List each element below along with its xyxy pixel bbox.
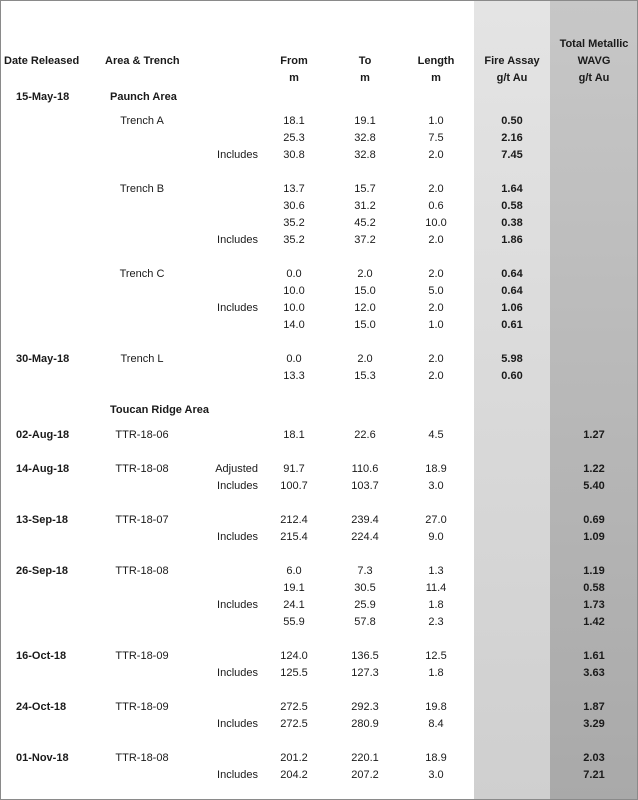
from-cell: 19.1 [283, 582, 305, 594]
date-released-cell: 15-May-18 [16, 91, 70, 103]
header-fire-assay-unit: g/t Au [496, 72, 528, 84]
interval-note-cell: Includes [217, 149, 258, 161]
trench-cell: TTR-18-09 [115, 701, 169, 713]
fire-assay-cell: 1.06 [501, 302, 523, 314]
date-released-cell: 02-Aug-18 [16, 429, 70, 441]
total-metallic-cell: 1.09 [583, 531, 605, 543]
interval-note-cell: Adjusted [215, 463, 258, 475]
from-cell: 14.0 [283, 319, 305, 331]
from-cell: 272.5 [280, 718, 308, 730]
header-fire-assay: Fire Assay [484, 55, 540, 67]
to-cell: 280.9 [351, 718, 379, 730]
from-cell: 35.2 [283, 217, 305, 229]
date-released-cell: 30-May-18 [16, 353, 70, 365]
to-cell: 7.3 [357, 565, 373, 577]
length-cell: 2.0 [428, 353, 444, 365]
total-metallic-cell: 7.21 [583, 769, 605, 781]
from-cell: 24.1 [283, 599, 305, 611]
header-to: To [358, 55, 372, 67]
total-metallic-cell: 2.03 [583, 752, 605, 764]
total-metallic-cell: 0.58 [583, 582, 605, 594]
fire-assay-cell: 0.58 [501, 200, 523, 212]
fire-assay-cell: 1.64 [501, 183, 523, 195]
header-area-trench: Area & Trench [105, 55, 180, 67]
length-cell: 10.0 [425, 217, 447, 229]
length-cell: 2.0 [428, 183, 444, 195]
interval-note-cell: Includes [217, 599, 258, 611]
from-cell: 6.0 [286, 565, 302, 577]
from-cell: 30.6 [283, 200, 305, 212]
to-cell: 127.3 [351, 667, 379, 679]
from-cell: 13.3 [283, 370, 305, 382]
from-cell: 30.8 [283, 149, 305, 161]
total-metallic-cell: 1.42 [583, 616, 605, 628]
to-cell: 110.6 [351, 463, 379, 475]
from-cell: 10.0 [283, 285, 305, 297]
to-cell: 12.0 [354, 302, 376, 314]
length-cell: 2.3 [428, 616, 444, 628]
fire-assay-cell: 0.64 [501, 285, 523, 297]
fire-assay-cell: 0.50 [501, 115, 523, 127]
from-cell: 201.2 [280, 752, 308, 764]
to-cell: 32.8 [354, 132, 376, 144]
date-released-cell: 26-Sep-18 [16, 565, 68, 577]
header-wavg: WAVG [577, 55, 611, 67]
length-cell: 12.5 [425, 650, 447, 662]
from-cell: 215.4 [280, 531, 308, 543]
fire-assay-cell: 0.64 [501, 268, 523, 280]
length-cell: 2.0 [428, 370, 444, 382]
length-cell: 18.9 [425, 752, 447, 764]
to-cell: 37.2 [354, 234, 376, 246]
to-cell: 22.6 [354, 429, 376, 441]
to-cell: 103.7 [351, 480, 379, 492]
from-cell: 13.7 [283, 183, 305, 195]
trench-cell: TTR-18-06 [115, 429, 169, 441]
total-metallic-cell: 3.63 [583, 667, 605, 679]
interval-note-cell: Includes [217, 718, 258, 730]
to-cell: 19.1 [354, 115, 376, 127]
fire-assay-cell: 1.86 [501, 234, 523, 246]
length-cell: 3.0 [428, 480, 444, 492]
from-cell: 0.0 [286, 353, 302, 365]
header-from: From [280, 55, 308, 67]
to-cell: 15.0 [354, 319, 376, 331]
to-cell: 292.3 [351, 701, 379, 713]
from-cell: 204.2 [280, 769, 308, 781]
header-length-unit: m [431, 72, 441, 84]
from-cell: 125.5 [280, 667, 308, 679]
length-cell: 1.0 [428, 319, 444, 331]
trench-cell: Trench B [119, 183, 165, 195]
date-released-cell: 01-Nov-18 [16, 752, 69, 764]
from-cell: 10.0 [283, 302, 305, 314]
to-cell: 15.0 [354, 285, 376, 297]
length-cell: 11.4 [425, 582, 447, 594]
interval-note-cell: Includes [217, 769, 258, 781]
from-cell: 18.1 [283, 115, 305, 127]
length-cell: 2.0 [428, 234, 444, 246]
total-metallic-cell: 1.19 [583, 565, 605, 577]
total-metallic-cell: 3.29 [583, 718, 605, 730]
length-cell: 8.4 [428, 718, 444, 730]
trench-cell: Trench C [119, 268, 165, 280]
interval-note-cell: Includes [217, 302, 258, 314]
total-metallic-cell: 1.61 [583, 650, 605, 662]
from-cell: 0.0 [286, 268, 302, 280]
date-released-cell: 24-Oct-18 [16, 701, 67, 713]
to-cell: 239.4 [351, 514, 379, 526]
from-cell: 124.0 [280, 650, 308, 662]
total-metallic-cell: 1.87 [583, 701, 605, 713]
trench-cell: TTR-18-09 [115, 650, 169, 662]
fire-assay-cell: 5.98 [501, 353, 523, 365]
length-cell: 1.0 [428, 115, 444, 127]
to-cell: 15.3 [354, 370, 376, 382]
to-cell: 2.0 [357, 353, 373, 365]
length-cell: 1.8 [428, 667, 444, 679]
length-cell: 1.8 [428, 599, 444, 611]
header-date-released: Date Released [4, 55, 80, 67]
to-cell: 57.8 [354, 616, 376, 628]
interval-note-cell: Includes [217, 480, 258, 492]
trench-cell: TTR-18-07 [115, 514, 169, 526]
length-cell: 2.0 [428, 268, 444, 280]
total-metallic-cell: 1.73 [583, 599, 605, 611]
date-released-cell: 14-Aug-18 [16, 463, 70, 475]
from-cell: 25.3 [283, 132, 305, 144]
from-cell: 55.9 [283, 616, 305, 628]
to-cell: 31.2 [354, 200, 376, 212]
interval-note-cell: Includes [217, 531, 258, 543]
from-cell: 91.7 [283, 463, 305, 475]
total-metallic-cell: 1.22 [583, 463, 605, 475]
length-cell: 18.9 [425, 463, 447, 475]
header-from-unit: m [289, 72, 299, 84]
length-cell: 1.3 [428, 565, 444, 577]
to-cell: 136.5 [351, 650, 379, 662]
fire-assay-cell: 0.38 [501, 217, 523, 229]
to-cell: 207.2 [351, 769, 379, 781]
trench-cell: TTR-18-08 [115, 752, 169, 764]
trench-cell: Trench A [120, 115, 164, 127]
from-cell: 212.4 [280, 514, 308, 526]
area-name-cell: Paunch Area [110, 91, 177, 103]
length-cell: 7.5 [428, 132, 444, 144]
to-cell: 25.9 [354, 599, 376, 611]
to-cell: 15.7 [354, 183, 376, 195]
trench-cell: TTR-18-08 [115, 463, 169, 475]
length-cell: 2.0 [428, 302, 444, 314]
header-total-metallic: Total Metallic [559, 38, 629, 50]
to-cell: 2.0 [357, 268, 373, 280]
from-cell: 100.7 [280, 480, 308, 492]
length-cell: 5.0 [428, 285, 444, 297]
length-cell: 2.0 [428, 149, 444, 161]
to-cell: 30.5 [354, 582, 376, 594]
trench-cell: TTR-18-08 [115, 565, 169, 577]
fire-assay-cell: 2.16 [501, 132, 523, 144]
header-to-unit: m [360, 72, 370, 84]
total-metallic-cell: 1.27 [583, 429, 605, 441]
interval-note-cell: Includes [217, 667, 258, 679]
header-length: Length [417, 55, 455, 67]
fire-assay-cell: 0.61 [501, 319, 523, 331]
total-metallic-cell: 0.69 [583, 514, 605, 526]
length-cell: 27.0 [425, 514, 447, 526]
total-metallic-cell: 5.40 [583, 480, 605, 492]
fire-assay-cell: 0.60 [501, 370, 523, 382]
header-total-metallic-unit: g/t Au [578, 72, 610, 84]
length-cell: 3.0 [428, 769, 444, 781]
area-name-cell: Toucan Ridge Area [110, 404, 210, 416]
to-cell: 224.4 [351, 531, 379, 543]
to-cell: 45.2 [354, 217, 376, 229]
fire-assay-cell: 7.45 [501, 149, 523, 161]
to-cell: 220.1 [351, 752, 379, 764]
length-cell: 19.8 [425, 701, 447, 713]
from-cell: 272.5 [280, 701, 308, 713]
length-cell: 9.0 [428, 531, 444, 543]
from-cell: 18.1 [283, 429, 305, 441]
to-cell: 32.8 [354, 149, 376, 161]
trench-cell: Trench L [120, 353, 164, 365]
length-cell: 4.5 [428, 429, 444, 441]
length-cell: 0.6 [428, 200, 444, 212]
interval-note-cell: Includes [217, 234, 258, 246]
date-released-cell: 16-Oct-18 [16, 650, 67, 662]
from-cell: 35.2 [283, 234, 305, 246]
date-released-cell: 13-Sep-18 [16, 514, 68, 526]
